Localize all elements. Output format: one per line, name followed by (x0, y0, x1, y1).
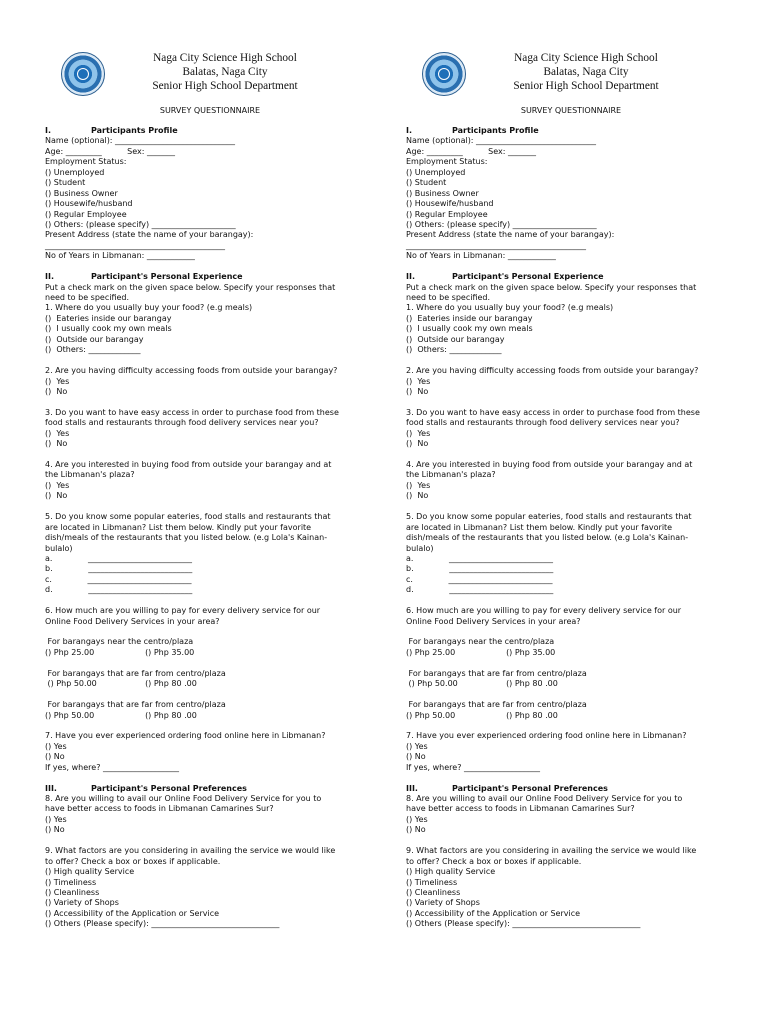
question-line: () Outside our barangay (45, 334, 144, 344)
question-line: () Housewife/husband (406, 199, 494, 209)
question-line: For barangays that are far from centro/plaza (406, 668, 587, 678)
question-line: bulalo) (406, 543, 434, 553)
spacer (45, 356, 375, 366)
spacer (406, 836, 736, 846)
question-line: () Php 50.00 () Php 80 .00 (406, 679, 558, 689)
school-address: Balatas, Naga City (543, 66, 629, 78)
question-line: 4. Are you interested in buying food from outside your barangay and at (406, 460, 693, 469)
section-heading (406, 784, 736, 794)
survey-title: SURVEY QUESTIONNAIRE (159, 106, 261, 115)
question-line: () Timeliness (406, 877, 458, 887)
question-line: For barangays near the centro/plaza (406, 637, 555, 647)
question-line: If yes, where? ___________________ (45, 762, 179, 772)
spacer (45, 773, 375, 783)
spacer (406, 450, 736, 460)
spacer (406, 690, 736, 700)
question-line: 2. Are you having difficulty accessing foods from outside your barangay? (45, 366, 338, 376)
spacer (406, 596, 736, 606)
question-line: For barangays near the centro/plaza (45, 637, 194, 647)
question-line: 4. Are you interested in buying food from outside your barangay and at (45, 460, 332, 469)
question-line: b. __________________________ (406, 564, 554, 574)
spacer (406, 356, 736, 366)
question-line: () Php 50.00 () Php 80 .00 (45, 710, 197, 720)
school-header (406, 0, 736, 100)
spacer (45, 836, 375, 846)
question-line: c. __________________________ (406, 574, 553, 584)
spacer (45, 450, 375, 460)
questionnaire-copy-right (406, 0, 736, 929)
question-line: () Yes (45, 814, 67, 824)
spacer (45, 397, 375, 407)
question-line: food stalls and restaurants through food delivery services near you? (406, 418, 680, 428)
question-line: () No (45, 752, 65, 762)
question-line: () No (406, 752, 426, 762)
spacer (406, 721, 736, 731)
school-name: Naga City Science High School (514, 52, 658, 64)
question-line: () Housewife/husband (45, 199, 133, 209)
question-line: () Accessibility of the Application or Service (406, 908, 581, 918)
question-line: () Others: (please specify) _____________________ (45, 219, 236, 229)
question-line: Age: _________ Sex: _______ (406, 146, 536, 156)
question-line: _____________________________________________ (45, 240, 225, 250)
question-line: a. __________________________ (406, 553, 554, 563)
question-line: Put a check mark on the given space below. Specify your responses that (45, 282, 336, 292)
question-line: () Timeliness (45, 877, 97, 887)
question-line: () No (45, 386, 68, 396)
section-number: I. (406, 126, 413, 135)
question-line: c. __________________________ (45, 574, 192, 584)
question-line: 8. Are you willing to avail our Online Food Delivery Service for you to (406, 794, 683, 803)
question-line: need to be specified. (45, 293, 130, 302)
question-line: () No (45, 439, 68, 449)
question-line: Online Food Delivery Services in your area? (406, 616, 581, 626)
question-line: () Accessibility of the Application or Service (45, 908, 220, 918)
question-line: () Php 25.00 () Php 35.00 (406, 647, 556, 657)
question-line: () Php 50.00 () Php 80 .00 (406, 710, 558, 720)
section-number: II. (406, 272, 415, 282)
school-name-block (105, 51, 345, 93)
question-line: () Variety of Shops (45, 898, 119, 908)
school-seal-icon (61, 52, 105, 96)
question-line: 9. What factors are you considering in availing the service we would like (45, 846, 336, 856)
question-line: () Yes (406, 480, 431, 490)
question-line: () Eateries inside our barangay (406, 313, 533, 323)
question-line: () Student (406, 178, 447, 188)
question-line: _____________________________________________ (406, 240, 586, 250)
school-name: Naga City Science High School (153, 52, 297, 64)
section-heading (406, 126, 736, 136)
question-line: () No (406, 386, 429, 396)
question-line: Employment Status: (45, 157, 127, 167)
question-line: Name (optional): ______________________________ (406, 136, 597, 146)
department-name: Senior High School Department (513, 80, 659, 92)
spacer (45, 262, 375, 272)
question-line: 1. Where do you usually buy your food? (e.g meals) (45, 303, 253, 313)
section-number: III. (406, 783, 418, 793)
question-line: have better access to foods in Libmanan Camarines Sur? (45, 804, 274, 814)
department-name: Senior High School Department (152, 80, 298, 92)
section-number: III. (45, 783, 57, 793)
question-line: () No (406, 825, 426, 835)
question-line: () Yes (45, 741, 67, 751)
question-line: 7. Have you ever experienced ordering food online here in Libmanan? (406, 731, 687, 741)
question-line: are located in Libmanan? List them below. Kindly put your favorite (406, 522, 673, 532)
question-line: () I usually cook my own meals (406, 324, 533, 334)
question-line: () No (45, 825, 65, 835)
question-line: For barangays that are far from centro/plaza (406, 700, 587, 710)
spacer (406, 658, 736, 668)
spacer (406, 773, 736, 783)
question-line: () Regular Employee (45, 209, 127, 219)
spacer (45, 721, 375, 731)
section-title: Participants Profile (452, 126, 539, 135)
question-line: 3. Do you want to have easy access in order to purchase food from these (45, 407, 339, 417)
question-line: 8. Are you willing to avail our Online Food Delivery Service for you to (45, 794, 322, 803)
question-line: No of Years in Libmanan: ____________ (45, 251, 195, 261)
question-line: () Variety of Shops (406, 898, 480, 908)
question-line: a. __________________________ (45, 553, 193, 563)
section-number: I. (45, 126, 52, 135)
survey-title: SURVEY QUESTIONNAIRE (520, 106, 622, 115)
question-line: () No (45, 491, 68, 501)
question-line: 2. Are you having difficulty accessing foods from outside your barangay? (406, 366, 699, 376)
question-line: dish/meals of the restaurants that you listed below. (e.g Lola's Kainan- (406, 533, 689, 543)
school-name-block (466, 51, 706, 93)
question-line: No of Years in Libmanan: ____________ (406, 251, 556, 261)
question-line: Present Address (state the name of your barangay): (45, 230, 254, 240)
question-line: () Yes (45, 428, 70, 438)
section-number: II. (45, 272, 54, 282)
question-line: () Yes (406, 741, 428, 751)
question-line: () Yes (45, 480, 70, 490)
school-header (45, 0, 375, 100)
question-line: b. __________________________ (45, 564, 193, 574)
question-line: 5. Do you know some popular eateries, food stalls and restaurants that (406, 512, 692, 522)
question-line: Put a check mark on the given space below. Specify your responses that (406, 282, 697, 292)
question-line: () Yes (406, 376, 431, 386)
question-line: () Cleanliness (45, 887, 100, 897)
question-line: the Libmanan's plaza? (45, 470, 135, 480)
question-line: () Others: _____________ (406, 345, 502, 355)
spacer (45, 596, 375, 606)
question-line: () Cleanliness (406, 887, 461, 897)
question-line: () Unemployed (45, 167, 105, 177)
question-line: 9. What factors are you considering in availing the service we would like (406, 846, 697, 856)
questionnaire-body (406, 126, 736, 930)
question-line: () Yes (406, 814, 428, 824)
question-line: () Unemployed (406, 167, 466, 177)
spacer (406, 262, 736, 272)
question-line: () High quality Service (406, 867, 496, 877)
question-line: () Business Owner (45, 188, 118, 198)
question-line: () High quality Service (45, 867, 135, 877)
question-line: Age: _________ Sex: _______ (45, 146, 175, 156)
question-line: () Business Owner (406, 188, 479, 198)
question-line: () Php 25.00 () Php 35.00 (45, 647, 195, 657)
question-line: Online Food Delivery Services in your area? (45, 616, 220, 626)
question-line: d. __________________________ (45, 585, 193, 595)
question-line: 1. Where do you usually buy your food? (e.g meals) (406, 303, 614, 313)
question-line: () Student (45, 178, 86, 188)
spacer (45, 502, 375, 512)
question-line: () Others (Please specify): ________________________________ (45, 919, 280, 929)
question-line: Name (optional): ______________________________ (45, 136, 236, 146)
section-title: Participants Profile (91, 126, 178, 135)
question-line: () Outside our barangay (406, 334, 505, 344)
question-line: Employment Status: (406, 157, 488, 167)
question-line: 7. Have you ever experienced ordering food online here in Libmanan? (45, 731, 326, 741)
question-line: dish/meals of the restaurants that you listed below. (e.g Lola's Kainan- (45, 533, 328, 543)
spacer (45, 690, 375, 700)
section-title: Participant's Personal Preferences (91, 783, 247, 793)
question-line: food stalls and restaurants through food delivery services near you? (45, 418, 319, 428)
question-line: If yes, where? ___________________ (406, 762, 540, 772)
question-line: () Others (Please specify): ________________________________ (406, 919, 641, 929)
question-line: d. __________________________ (406, 585, 554, 595)
school-seal-icon (422, 52, 466, 96)
question-line: For barangays that are far from centro/plaza (45, 700, 226, 710)
question-line: 3. Do you want to have easy access in order to purchase food from these (406, 407, 700, 417)
question-line: are located in Libmanan? List them below. Kindly put your favorite (45, 522, 312, 532)
section-heading (45, 784, 375, 794)
spacer (406, 627, 736, 637)
question-line: For barangays that are far from centro/plaza (45, 668, 226, 678)
question-line: () I usually cook my own meals (45, 324, 172, 334)
section-heading (45, 272, 375, 282)
questionnaire-copy-left (45, 0, 375, 929)
spacer (45, 627, 375, 637)
question-line: have better access to foods in Libmanan Camarines Sur? (406, 804, 635, 814)
question-line: Present Address (state the name of your barangay): (406, 230, 615, 240)
question-line: bulalo) (45, 543, 73, 553)
spacer (406, 502, 736, 512)
question-line: () Php 50.00 () Php 80 .00 (45, 679, 197, 689)
question-line: need to be specified. (406, 293, 491, 302)
question-line: () Yes (406, 428, 431, 438)
section-title: Participant's Personal Experience (452, 272, 604, 282)
question-line: the Libmanan's plaza? (406, 470, 496, 480)
question-line: () Others: (please specify) _____________________ (406, 219, 597, 229)
spacer (45, 658, 375, 668)
spacer (406, 397, 736, 407)
question-line: 6. How much are you willing to pay for every delivery service for our (45, 606, 321, 616)
section-heading (45, 126, 375, 136)
question-line: to offer? Check a box or boxes if applicable. (45, 856, 221, 866)
question-line: to offer? Check a box or boxes if applicable. (406, 856, 582, 866)
section-title: Participant's Personal Preferences (452, 783, 608, 793)
question-line: () Regular Employee (406, 209, 488, 219)
question-line: () Eateries inside our barangay (45, 313, 172, 323)
question-line: () Yes (45, 376, 70, 386)
question-line: () No (406, 491, 429, 501)
question-line: 6. How much are you willing to pay for every delivery service for our (406, 606, 682, 616)
section-title: Participant's Personal Experience (91, 272, 243, 282)
question-line: () Others: _____________ (45, 345, 141, 355)
school-address: Balatas, Naga City (182, 66, 268, 78)
section-heading (406, 272, 736, 282)
question-line: () No (406, 439, 429, 449)
question-line: 5. Do you know some popular eateries, food stalls and restaurants that (45, 512, 331, 522)
questionnaire-body (45, 126, 375, 930)
